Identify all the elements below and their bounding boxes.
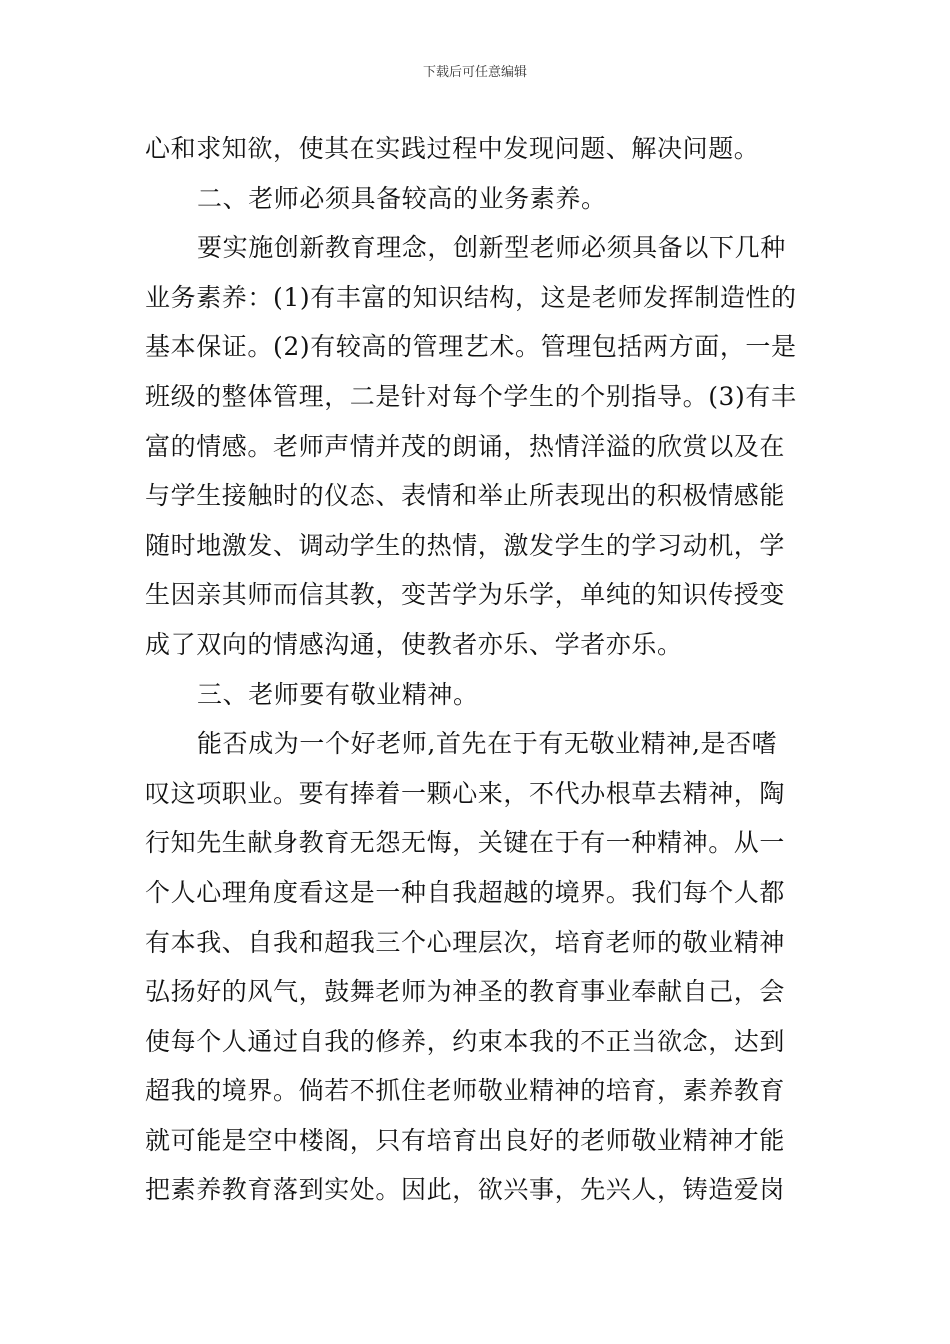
text-line: 基本保证。(2)有较高的管理艺术。管理包括两方面，一是 xyxy=(145,332,797,362)
text-line: 与学生接触时的仪态、表情和举止所表现出的积极情感能 xyxy=(145,481,786,511)
text-line: 业务素养：(1)有丰富的知识结构，这是老师发挥制造性的 xyxy=(145,282,797,312)
text-line: 随时地激发、调动学生的热情，激发学生的学习动机，学 xyxy=(145,530,786,560)
section-heading: 三、老师要有敬业精神。 xyxy=(197,679,479,709)
section-heading: 二、老师必须具备较高的业务素养。 xyxy=(197,183,607,213)
page-header: 下载后可任意编辑 xyxy=(422,65,527,80)
text-line: 把素养教育落到实处。因此，欲兴事，先兴人，铸造爱岗 xyxy=(145,1175,786,1205)
document-body xyxy=(145,124,810,1215)
text-line: 叹这项职业。要有捧着一颗心来，不代办根草去精神，陶 xyxy=(145,778,786,808)
text-line: 行知先生献身教育无怨无悔，关键在于有一种精神。从一 xyxy=(145,828,786,858)
text-line: 弘扬好的风气，鼓舞老师为神圣的教育事业奉献自己，会 xyxy=(145,977,786,1007)
text-line: 成了双向的情感沟通，使教者亦乐、学者亦乐。 xyxy=(145,629,683,659)
text-line: 生因亲其师而信其教，变苦学为乐学，单纯的知识传授变 xyxy=(145,580,786,610)
text-line: 要实施创新教育理念，创新型老师必须具备以下几种 xyxy=(197,233,786,263)
text-line: 就可能是空中楼阁，只有培育出良好的老师敬业精神才能 xyxy=(145,1125,786,1155)
text-line: 使每个人通过自我的修养，约束本我的不正当欲念，达到 xyxy=(145,1026,786,1056)
text-line: 个人心理角度看这是一种自我超越的境界。我们每个人都 xyxy=(145,877,786,907)
text-line: 超我的境界。倘若不抓住老师敬业精神的培育，素养教育 xyxy=(145,1076,786,1106)
text-line: 富的情感。老师声情并茂的朗诵，热情洋溢的欣赏以及在 xyxy=(145,431,786,461)
text-line: 有本我、自我和超我三个心理层次，培育老师的敬业精神 xyxy=(145,927,786,957)
text-line: 能否成为一个好老师,首先在于有无敬业精神,是否嗜 xyxy=(197,729,778,759)
text-line: 班级的整体管理，二是针对每个学生的个别指导。(3)有丰 xyxy=(145,381,797,411)
text-line: 心和求知欲，使其在实践过程中发现问题、解决问题。 xyxy=(145,134,760,163)
